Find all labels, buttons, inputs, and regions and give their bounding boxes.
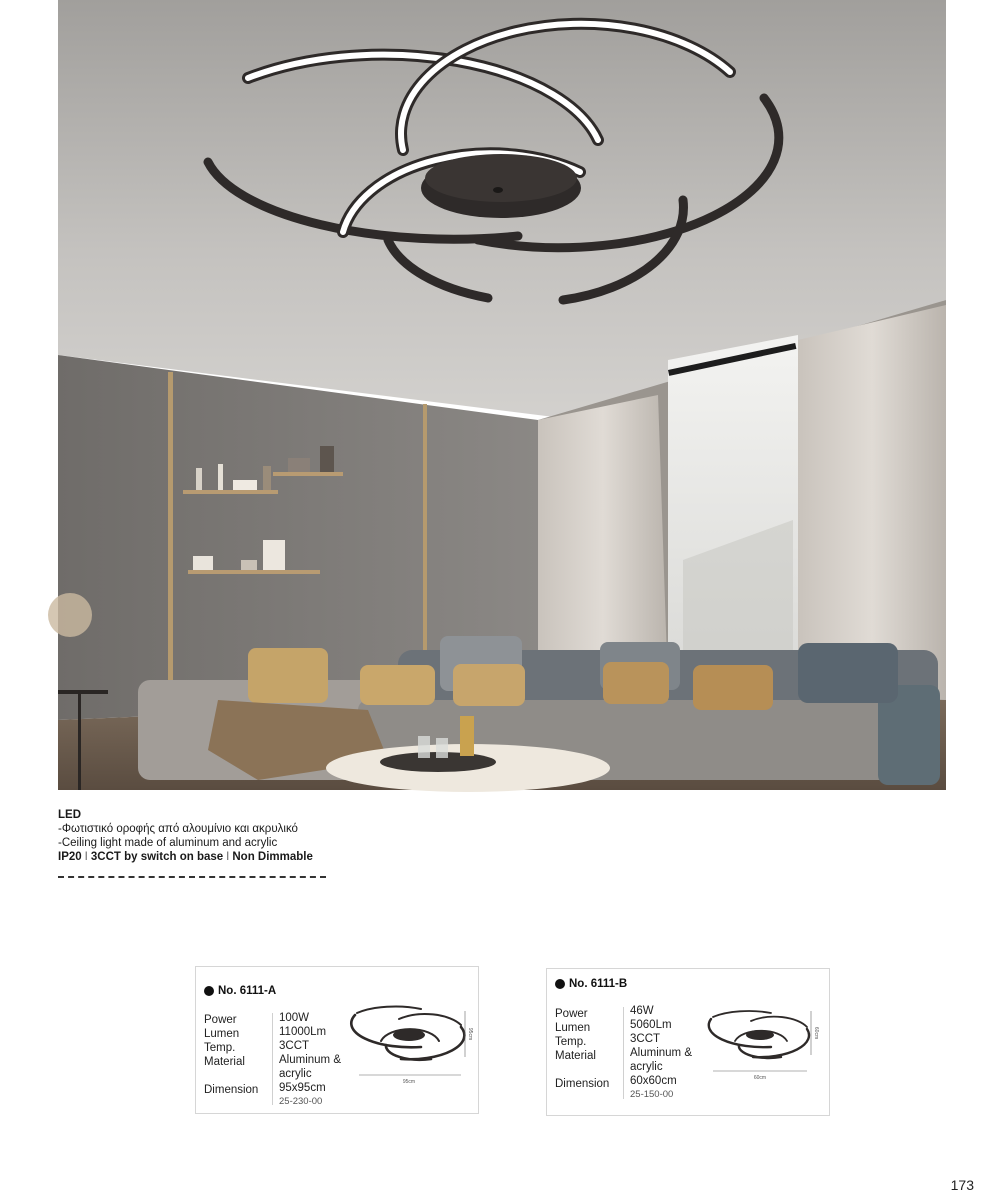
label-temp: Temp. [204,1042,236,1054]
label-power: Power [555,1008,588,1020]
description-greek: -Φωτιστικό οροφής από αλουμίνιο και ακρυλικό [58,823,298,835]
value-temp: 3CCT [630,1033,661,1045]
spec-separator: I [84,851,88,863]
value-material: Aluminum & [279,1054,341,1066]
product-code: 25-150-00 [630,1089,674,1100]
label-dimension: Dimension [204,1084,259,1096]
spec-labels [555,1007,609,1091]
spec-separator: I [226,851,230,863]
spec-dimming: Non Dimmable [232,851,313,863]
spec-labels [204,1013,258,1097]
product-title [555,978,627,990]
product-code: 25-230-00 [279,1096,323,1107]
spec-cct: 3CCT by switch on base [90,851,224,863]
spec-values [279,1011,341,1108]
spec-divider [623,1007,624,1099]
model-number: No. 6111-B [569,978,628,990]
spec-divider [272,1013,273,1105]
dashed-divider [58,876,326,878]
model-number: No. 6111-A [218,985,277,997]
width-dimension-label: 60cm [753,1075,767,1081]
value-dimension: 95x95cm [279,1082,326,1094]
label-lumen: Lumen [204,1028,240,1040]
hero-room-photo [58,0,946,790]
value-power: 46W [630,1005,654,1017]
lamp-technical-drawing [707,1005,817,1085]
value-material-cont: acrylic [279,1068,312,1080]
bullet-dot-icon [204,986,214,996]
page-number: 173 [950,1177,974,1193]
spec-values [630,1004,692,1101]
label-temp: Temp. [555,1036,587,1048]
product-description [58,808,478,864]
value-material: Aluminum & [630,1047,692,1059]
bullet-dot-icon [555,979,565,989]
spec-ip-rating: IP20 [58,851,82,863]
product-title [204,985,276,997]
label-material: Material [204,1056,245,1068]
value-temp: 3CCT [279,1040,310,1052]
lamp-technical-drawing [351,1001,471,1091]
value-lumen: 11000Lm [279,1026,327,1038]
label-lumen: Lumen [555,1022,591,1034]
height-dimension-label: 60cm [813,1026,819,1040]
label-material: Material [555,1050,596,1062]
label-power: Power [204,1014,237,1026]
value-dimension: 60x60cm [630,1075,677,1087]
description-heading: LED [58,809,81,821]
product-card-6111-b [546,968,830,1116]
value-lumen: 5060Lm [630,1019,672,1031]
product-card-6111-a [195,966,479,1114]
width-dimension-label: 95cm [402,1079,416,1085]
value-material-cont: acrylic [630,1061,663,1073]
description-specs [58,850,478,864]
height-dimension-label: 95cm [467,1027,473,1041]
description-english: -Ceiling light made of aluminum and acrylic [58,837,278,849]
label-dimension: Dimension [555,1078,610,1090]
value-power: 100W [279,1012,310,1024]
